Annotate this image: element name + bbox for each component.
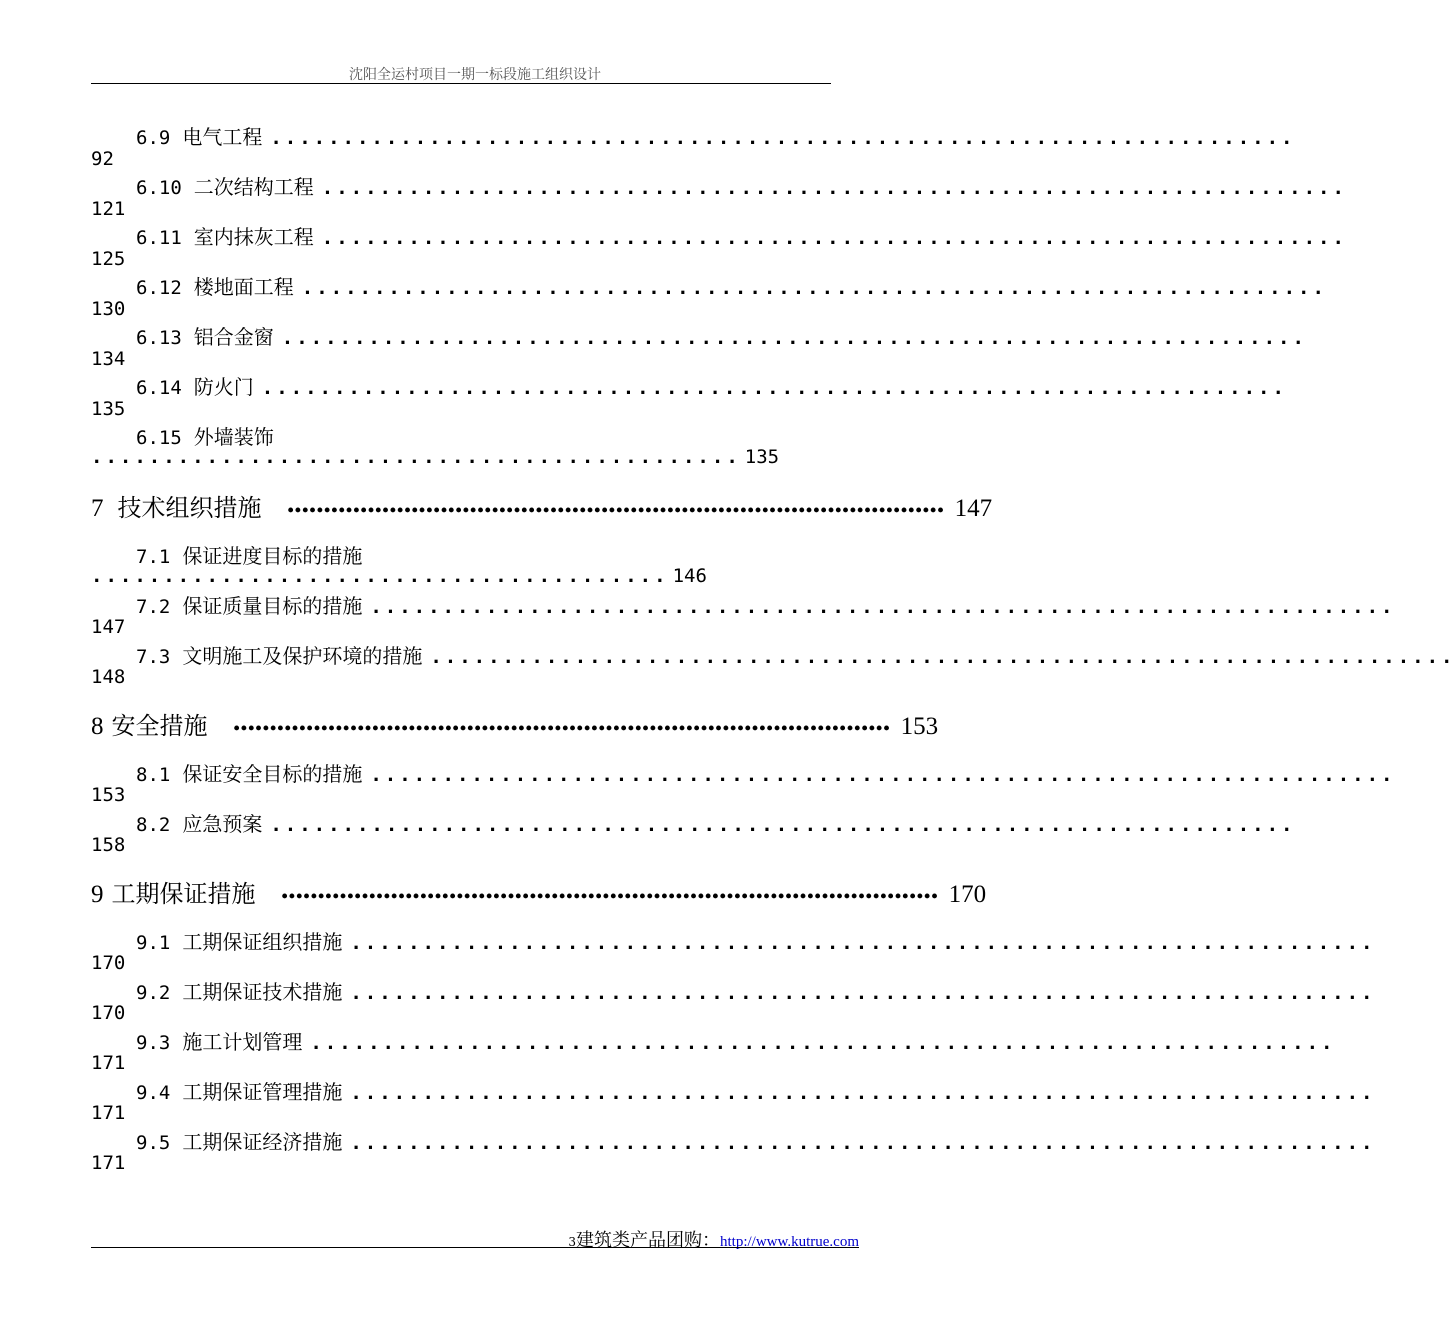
footer-link[interactable]: http://www.kutrue.com [719, 1234, 859, 1250]
toc-entry-page: 148 [91, 666, 126, 688]
dot-leader: ....................................................................... [350, 1082, 1376, 1104]
toc-entry-title: 铝合金窗 [193, 325, 274, 349]
toc-entry-title: 二次结构工程 [193, 175, 314, 199]
toc-chapter-8[interactable] [91, 706, 939, 740]
toc-entry-9-4[interactable] [136, 1076, 1376, 1104]
toc-entry-number: 6.9 [136, 127, 171, 149]
toc-entry-title: 保证安全目标的措施 [182, 762, 363, 786]
toc-entry-number: 6.12 [136, 277, 182, 299]
dot-leader: ....................................................................... [301, 277, 1327, 299]
toc-entry-title: 施工计划管理 [182, 1030, 303, 1054]
toc-entry-7-3[interactable] [136, 640, 1456, 668]
toc-chapter-page: 170 [948, 881, 987, 908]
toc-entry-title: 保证进度目标的措施 [182, 544, 363, 568]
toc-chapter-page: 153 [900, 713, 939, 740]
toc-entry-8-1[interactable] [136, 758, 1396, 786]
toc-entry-6-13[interactable] [136, 321, 1307, 349]
toc-entry-title: 工期保证技术措施 [182, 980, 343, 1004]
toc-chapter-number: 9 [91, 881, 104, 908]
toc-entry-6-15-leader [91, 446, 779, 468]
toc-entry-6-14[interactable] [136, 371, 1287, 399]
toc-entry-title: 楼地面工程 [193, 275, 294, 299]
dot-leader: ....................................................................... [281, 327, 1307, 349]
toc-entry-number: 9.4 [136, 1082, 171, 1104]
toc-entry-page: 170 [91, 1002, 126, 1024]
toc-entry-9-2[interactable] [136, 976, 1376, 1004]
toc-entry-page: 135 [91, 398, 126, 420]
toc-entry-page: 121 [91, 198, 126, 220]
toc-entry-title: 保证质量目标的措施 [182, 594, 363, 618]
toc-entry-6-12[interactable] [136, 271, 1327, 299]
toc-entry-title: 工期保证管理措施 [182, 1080, 343, 1104]
toc-entry-title: 外墙装饰 [193, 425, 274, 449]
dot-leader: ....................................................................... [270, 127, 1296, 149]
toc-entry-number: 9.2 [136, 982, 171, 1004]
toc-entry-page: 135 [744, 446, 780, 468]
toc-entry-page: 125 [91, 248, 126, 270]
toc-chapter-number: 8 [91, 713, 104, 740]
toc-entry-6-10[interactable] [136, 171, 1347, 199]
toc-chapter-number: 7 [91, 495, 104, 522]
toc-entry-9-1[interactable] [136, 926, 1376, 954]
dot-leader: ....................................................................... [370, 596, 1396, 618]
toc-entry-number: 9.3 [136, 1032, 171, 1054]
toc-entry-7-2[interactable] [136, 590, 1396, 618]
toc-entry-page: 134 [91, 348, 126, 370]
toc-entry-title: 应急预案 [182, 812, 263, 836]
toc-entry-number: 7.3 [136, 646, 171, 668]
toc-entry-page: 92 [91, 148, 114, 170]
toc-entry-title: 防火门 [193, 375, 254, 399]
toc-entry-number: 7.2 [136, 596, 171, 618]
toc-entry-number: 9.1 [136, 932, 171, 954]
toc-chapter-title: 安全措施 [111, 712, 208, 740]
toc-entry-page: 153 [91, 784, 126, 806]
toc-entry-number: 6.13 [136, 327, 182, 349]
toc-entry-page: 171 [91, 1102, 126, 1124]
dot-leader: ....................................................................... [430, 646, 1456, 668]
toc-entry-number: 6.10 [136, 177, 182, 199]
toc-entry-page: 158 [91, 834, 126, 856]
dot-leader: ........................................ [91, 565, 669, 587]
toc-entry-page: 130 [91, 298, 126, 320]
toc-entry-number: 6.15 [136, 427, 182, 449]
toc-chapter-title: 技术组织措施 [117, 494, 262, 522]
toc-entry-page: 147 [91, 616, 126, 638]
page-header-title: 沈阳全运村项目一期一标段施工组织设计 [349, 67, 601, 83]
toc-entry-6-9[interactable] [136, 121, 1296, 149]
toc-entry-title: 电气工程 [182, 125, 263, 149]
dot-leader: ............................................. [91, 446, 741, 468]
dot-leader: ....................................................................... [310, 1032, 1336, 1054]
toc-entry-page: 171 [91, 1152, 126, 1174]
toc-entry-page: 171 [91, 1052, 126, 1074]
toc-entry-7-1-leader [91, 565, 707, 587]
dot-leader: ....................................................................... [350, 982, 1376, 1004]
toc-entry-number: 8.1 [136, 764, 171, 786]
toc-entry-6-11[interactable] [136, 221, 1347, 249]
toc-entry-number: 6.11 [136, 227, 182, 249]
dot-leader: ....................................................................... [270, 814, 1296, 836]
footer-divider [91, 1247, 859, 1248]
dot-leader: •••••••••••••••••••••••••••••••••••••••••••••••••••••••••••••••••••••••••••••••••••••••••• [287, 500, 945, 520]
toc-entry-8-2[interactable] [136, 808, 1296, 836]
toc-entry-6-15[interactable] [136, 421, 816, 449]
header-divider [91, 83, 831, 84]
dot-leader: •••••••••••••••••••••••••••••••••••••••••••••••••••••••••••••••••••••••••••••••••••••••••• [281, 886, 939, 906]
toc-entry-7-1[interactable] [136, 540, 816, 568]
dot-leader: •••••••••••••••••••••••••••••••••••••••••••••••••••••••••••••••••••••••••••••••••••••••••• [233, 718, 891, 738]
toc-entry-number: 9.5 [136, 1132, 171, 1154]
dot-leader: ....................................................................... [350, 932, 1376, 954]
dot-leader: ....................................................................... [321, 177, 1347, 199]
toc-entry-title: 工期保证经济措施 [182, 1130, 343, 1154]
toc-entry-title: 工期保证组织措施 [182, 930, 343, 954]
footer-text: 建筑类产品团购： [575, 1230, 720, 1251]
toc-entry-page: 146 [672, 565, 707, 587]
toc-entry-number: 8.2 [136, 814, 171, 836]
dot-leader: ....................................................................... [370, 764, 1396, 786]
toc-chapter-9[interactable] [91, 874, 987, 908]
toc-entry-title: 室内抹灰工程 [193, 225, 314, 249]
dot-leader: ....................................................................... [350, 1132, 1376, 1154]
toc-chapter-title: 工期保证措施 [111, 880, 256, 908]
dot-leader: ....................................................................... [321, 227, 1347, 249]
footer-page-number: 3 [568, 1235, 576, 1249]
toc-entry-page: 170 [91, 952, 126, 974]
toc-entry-number: 6.14 [136, 377, 182, 399]
toc-chapter-page: 147 [954, 495, 993, 522]
toc-entry-9-5[interactable] [136, 1126, 1376, 1154]
toc-entry-number: 7.1 [136, 546, 171, 568]
dot-leader: ....................................................................... [261, 377, 1287, 399]
toc-entry-title: 文明施工及保护环境的措施 [182, 644, 423, 668]
toc-chapter-7[interactable] [91, 488, 993, 522]
toc-entry-9-3[interactable] [136, 1026, 1336, 1054]
